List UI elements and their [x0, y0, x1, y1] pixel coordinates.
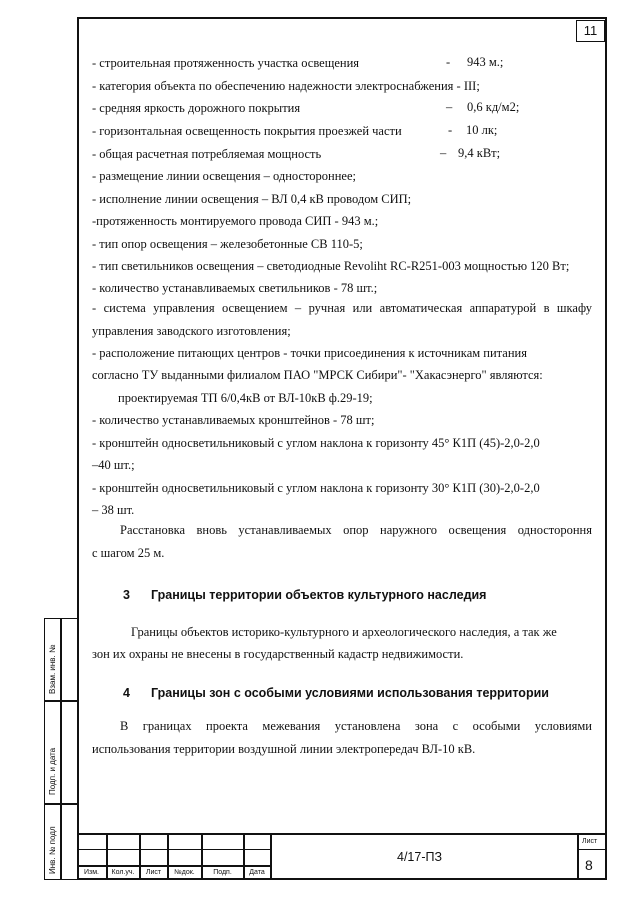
- section-4-heading: 4 Границы зон с особыми условиями использования территории: [123, 686, 549, 700]
- side-strip-rule: [44, 700, 79, 702]
- title-block: [77, 833, 607, 880]
- stamp-header: Кол.уч.: [111, 869, 135, 876]
- section-3-text-2: зон их охраны не внесены в государственный кадастр недвижимости.: [92, 647, 464, 661]
- stamp-header: Подп.: [213, 869, 232, 876]
- bracket30-line: - кронштейн односветильниковый с углом наклона к горизонту 30° К1П (30)-2,0-2,0: [92, 481, 540, 495]
- spec-value: 9,4 кВт;: [458, 146, 501, 160]
- spec-line: - количество устанавливаемых светильников - 78 шт.;: [92, 281, 378, 295]
- stamp-header: Дата: [249, 869, 265, 876]
- spec-line: - исполнение линии освещения – ВЛ 0,4 кВ проводом СИП;: [92, 192, 412, 206]
- section-4-paragraph: В границах проекта межевания установлена зона с особыми условиями использования территории воздушной линии электропередач ВЛ-10 кВ.: [92, 719, 592, 756]
- supply-line-2: согласно ТУ выданными филиалом ПАО "МРСК Сибири"- "Хакасэнерго" являются:: [92, 368, 543, 382]
- spec-dash: –: [440, 146, 447, 160]
- spec-line: -протяженность монтируемого провода СИП - 943 м.;: [92, 214, 379, 228]
- stamp-header: №док.: [174, 869, 195, 876]
- section-3-text-1: Границы объектов историко-культурного и археологического наследия, а так же: [131, 625, 557, 639]
- stamp-header: Лист: [145, 869, 162, 876]
- bracket45-qty: –40 шт.;: [92, 458, 135, 472]
- section-3-heading: 3 Границы территории объектов культурного наследия: [123, 588, 487, 602]
- bracket30-qty: – 38 шт.: [92, 503, 135, 517]
- replace-inv-label: Взам. инв. №: [48, 644, 57, 694]
- supply-line-1: - расположение питающих центров - точки присоединения к источникам питания: [92, 346, 527, 360]
- placement-paragraph: Расстановка вновь устанавливаемых опор наружного освещения одностороння с шагом 25 м.: [92, 523, 592, 560]
- spec-line: - категория объекта по обеспечению надежности электроснабжения - III;: [92, 79, 480, 93]
- spec-line: - общая расчетная потребляемая мощность: [92, 147, 322, 161]
- inv-original-label: Инв. № подл: [48, 826, 57, 874]
- sheet-number: 8: [585, 857, 593, 873]
- spec-dash: –: [446, 100, 453, 114]
- supply-line-3: проектируемая ТП 6/0,4кВ от ВЛ-10кВ ф.29-19;: [118, 391, 373, 405]
- spec-value: 943 м.;: [467, 55, 504, 69]
- spec-line: - тип опор освещения – железобетонные СВ 110-5;: [92, 237, 363, 251]
- sign-date-label: Подп. и дата: [48, 747, 57, 795]
- document-code: 4/17-ПЗ: [397, 850, 443, 864]
- spec-value: 10 лк;: [466, 123, 498, 137]
- spec-dash: -: [446, 55, 451, 69]
- spec-line: - строительная протяженность участка освещения: [92, 56, 360, 70]
- side-strip-rule: [44, 803, 79, 805]
- spec-line: - тип светильников освещения – светодиодные Revoliht RC-R251-003 мощностью 120 Вт;: [92, 259, 570, 273]
- spec-value: 0,6 кд/м2;: [467, 100, 520, 114]
- sheet-label: Лист: [582, 838, 598, 845]
- spec-dash: -: [448, 123, 453, 137]
- spec-line: - размещение линии освещения – одностороннее;: [92, 169, 356, 183]
- page-number-box: 11: [576, 20, 605, 42]
- side-strip-divider: [60, 618, 62, 880]
- bracket45-line: - кронштейн односветильниковый с углом наклона к горизонту 45° К1П (45)-2,0-2,0: [92, 436, 540, 450]
- brackets-count: - количество устанавливаемых кронштейнов - 78 шт;: [92, 413, 375, 427]
- stamp-header: Изм.: [84, 869, 99, 876]
- spec-line: - средняя яркость дорожного покрытия: [92, 101, 301, 115]
- control-paragraph: - система управления освещением – ручная или автоматическая аппаратурой в шкафу управления заводского изготовления;: [92, 301, 592, 338]
- spec-line: - горизонтальная освещенность покрытия проезжей части: [92, 124, 402, 138]
